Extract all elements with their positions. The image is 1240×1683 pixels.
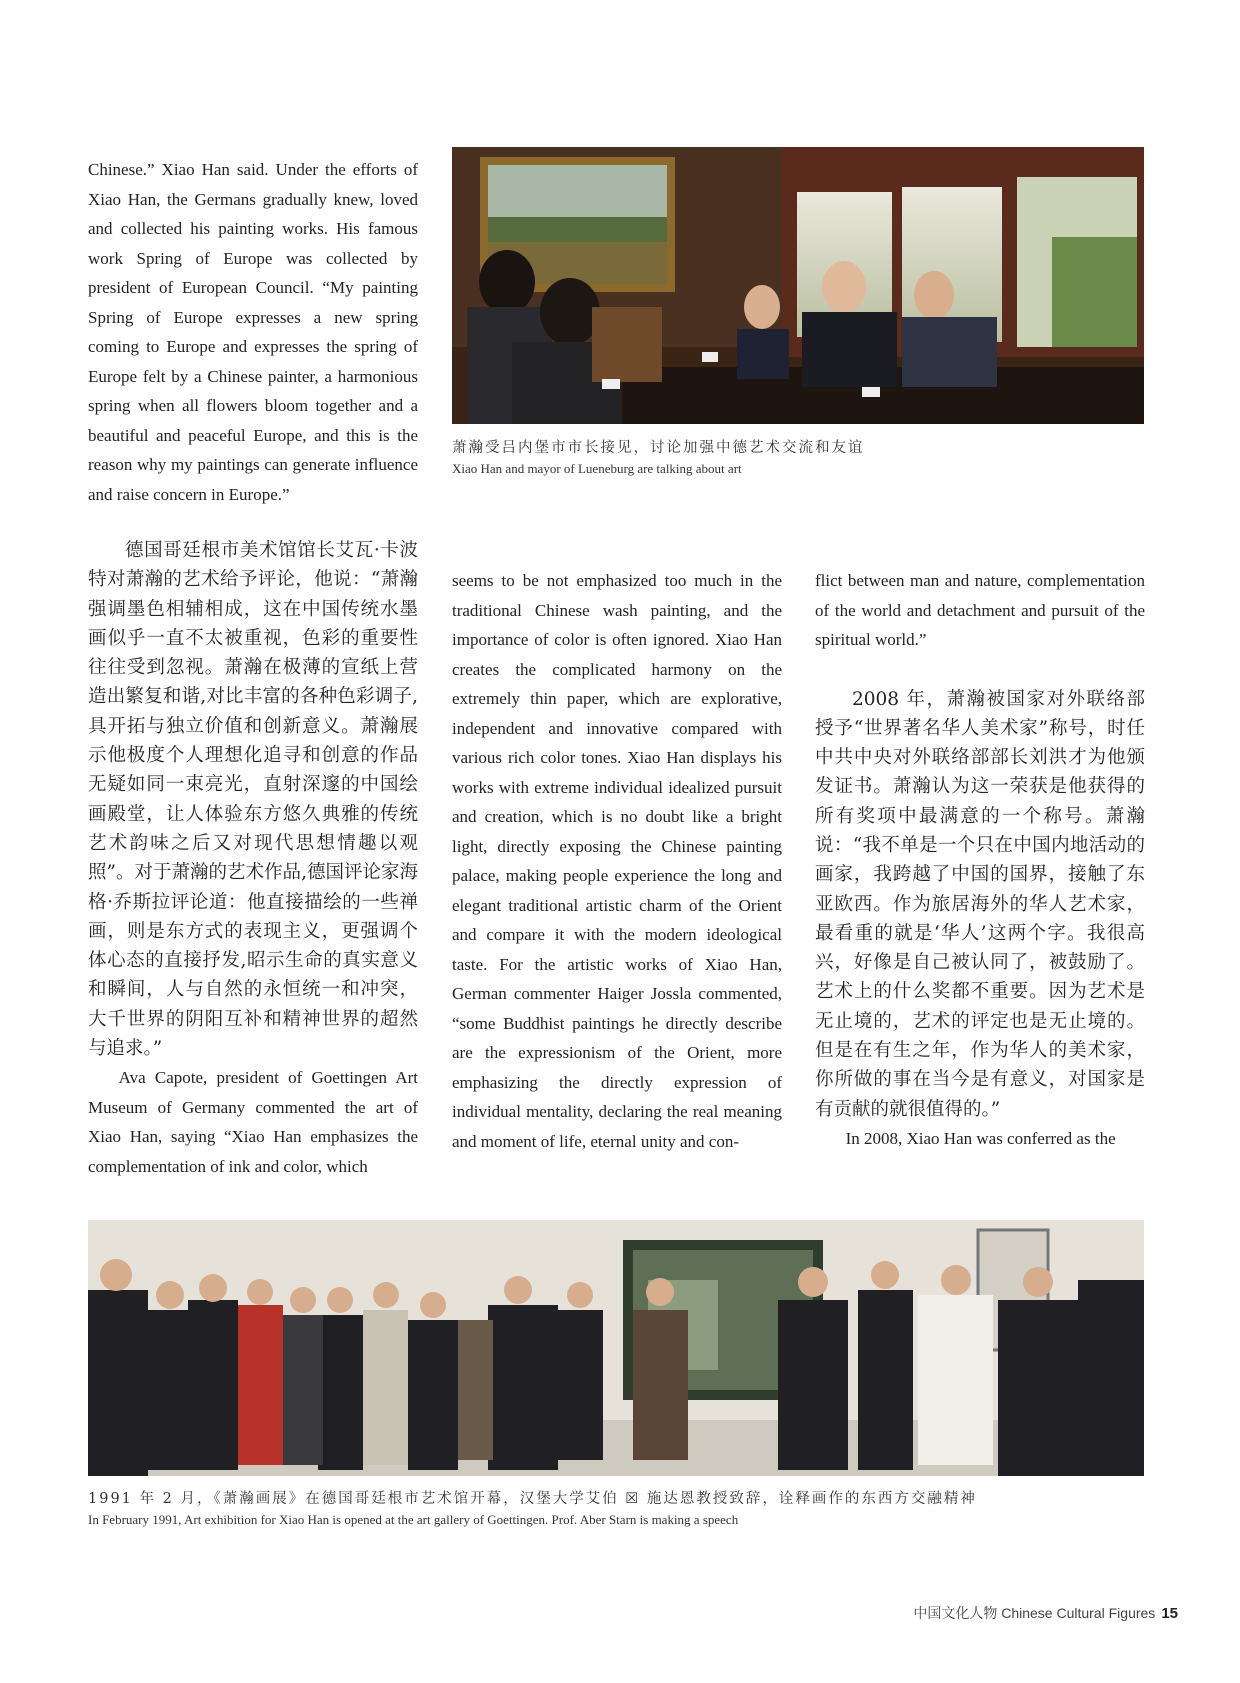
page-number: 15 [1161,1605,1178,1622]
col3-english-paragraph-2: In 2008, Xiao Han was conferred as the [845,1128,1116,1148]
photo-exhibition-opening [88,1220,1144,1476]
photo-meeting-mayor [452,147,1144,424]
column-1 [88,536,418,1181]
top-left-paragraph: Chinese.” Xiao Han said. Under the efforts of Xiao Han, the Germans gradually knew, loved and collected his painting works. His famous work Spring of Europe was collected by president of European Council. “My painting Spring of Europe expresses a new spring coming to Europe and expresses the spring of Europe felt by a Chinese painter, a harmonious spring when all flowers bloom together and a beautiful and peaceful Europe, and this is the reason why my paintings can generate influence and raise concern in Europe.” [88,160,418,504]
column-2 [452,566,782,1156]
photo2-caption-cn: 1991 年 2 月，《萧瀚画展》在德国哥廷根市艺术馆开幕，汉堡大学艾伯 ☒ 施达恩教授致辞，诠释画作的东西方交融精神 [88,1491,977,1507]
col1-chinese-paragraph: 德国哥廷根市美术馆馆长艾瓦·卡波特对萧瀚的艺术给予评论，他说：“萧瀚强调墨色相辅相成，这在中国传统水墨画似乎一直不太被重视，色彩的重要性往往受到忽视。萧瀚在极薄的宣纸上营造出繁复和谐,对比丰富的各种色彩调子,具开拓与独立价值和创新意义。萧瀚展示他极度个人理想化追寻和创意的作品无疑如同一束亮光，直射深邃的中国绘画殿堂，让人体验东方悠久典雅的传统艺术韵味之后又对现代思想情趣以观照”。对于萧瀚的艺术作品,德国评论家海格·乔斯拉评论道：他直接描绘的一些禅画，则是东方式的表现主义，更强调个体心态的直接抒发,昭示生命的真实意义和瞬间，人与自然的永恒统一和冲突，大千世界的阴阳互补和精神世界的超然与追求。” [88,540,418,1060]
photo1-caption-en: Xiao Han and mayor of Lueneburg are talking about art [452,461,742,476]
page-footer [913,1603,1178,1623]
column-3 [815,566,1145,1153]
photo1-caption-cn: 萧瀚受吕内堡市市长接见，讨论加强中德艺术交流和友谊 [452,440,865,456]
col3-english-paragraph-1: flict between man and nature, complementation of the world and detachment and pursuit of the spiritual world.” [815,571,1145,649]
publication-title: 中国文化人物 Chinese Cultural Figures [913,1605,1156,1621]
exhibition-photo-image [88,1220,1144,1476]
col1-english-paragraph: Ava Capote, president of Goettingen Art Museum of Germany commented the art of Xiao Han, saying “Xiao Han emphasizes the complementation of ink and color, which [88,1068,418,1176]
meeting-photo-image [452,147,1144,424]
col2-english-paragraph: seems to be not emphasized too much in the traditional Chinese wash painting, and the importance of color is often ignored. Xiao Han creates the complicated harmony on the extremely thin paper, which are explorative, independent and innovative compared with various rich color tones. Xiao Han displays his works with extreme individual idealized pursuit and creation, which is no doubt like a bright light, directly exposing the Chinese painting palace, making people experience the long and elegant traditional artistic charm of the Orient and compare it with the modern ideological taste. For the artistic works of Xiao Han, German commenter Haiger Jossla commented, “some Buddhist paintings he directly describe are the expressionism of the Orient, more emphasizing the directly expression of individual mentality, declaring the real meaning and moment of life, eternal unity and con- [452,571,782,1151]
photo2-caption-en: In February 1991, Art exhibition for Xiao Han is opened at the art gallery of Goettingen. Prof. Aber Starn is making a speech [88,1512,739,1527]
col3-chinese-paragraph: 2008 年，萧瀚被国家对外联络部授予“世界著名华人美术家”称号，时任中共中央对外联络部部长刘洪才为他颁发证书。萧瀚认为这一荣获是他获得的所有奖项中最满意的一个称号。萧瀚说：“我不单是一个只在中国内地活动的画家，我跨越了中国的国界，接触了东亚欧西。作为旅居海外的华人艺术家，最看重的就是‘华人’这两个字。我很高兴，好像是自己被认同了，被鼓励了。艺术上的什么奖都不重要。因为艺术是无止境的，艺术的评定也是无止境的。但是在有生之年，作为华人的美术家，你所做的事在当今是有意义，对国家是有贡献的就很值得的。” [815,688,1145,1120]
